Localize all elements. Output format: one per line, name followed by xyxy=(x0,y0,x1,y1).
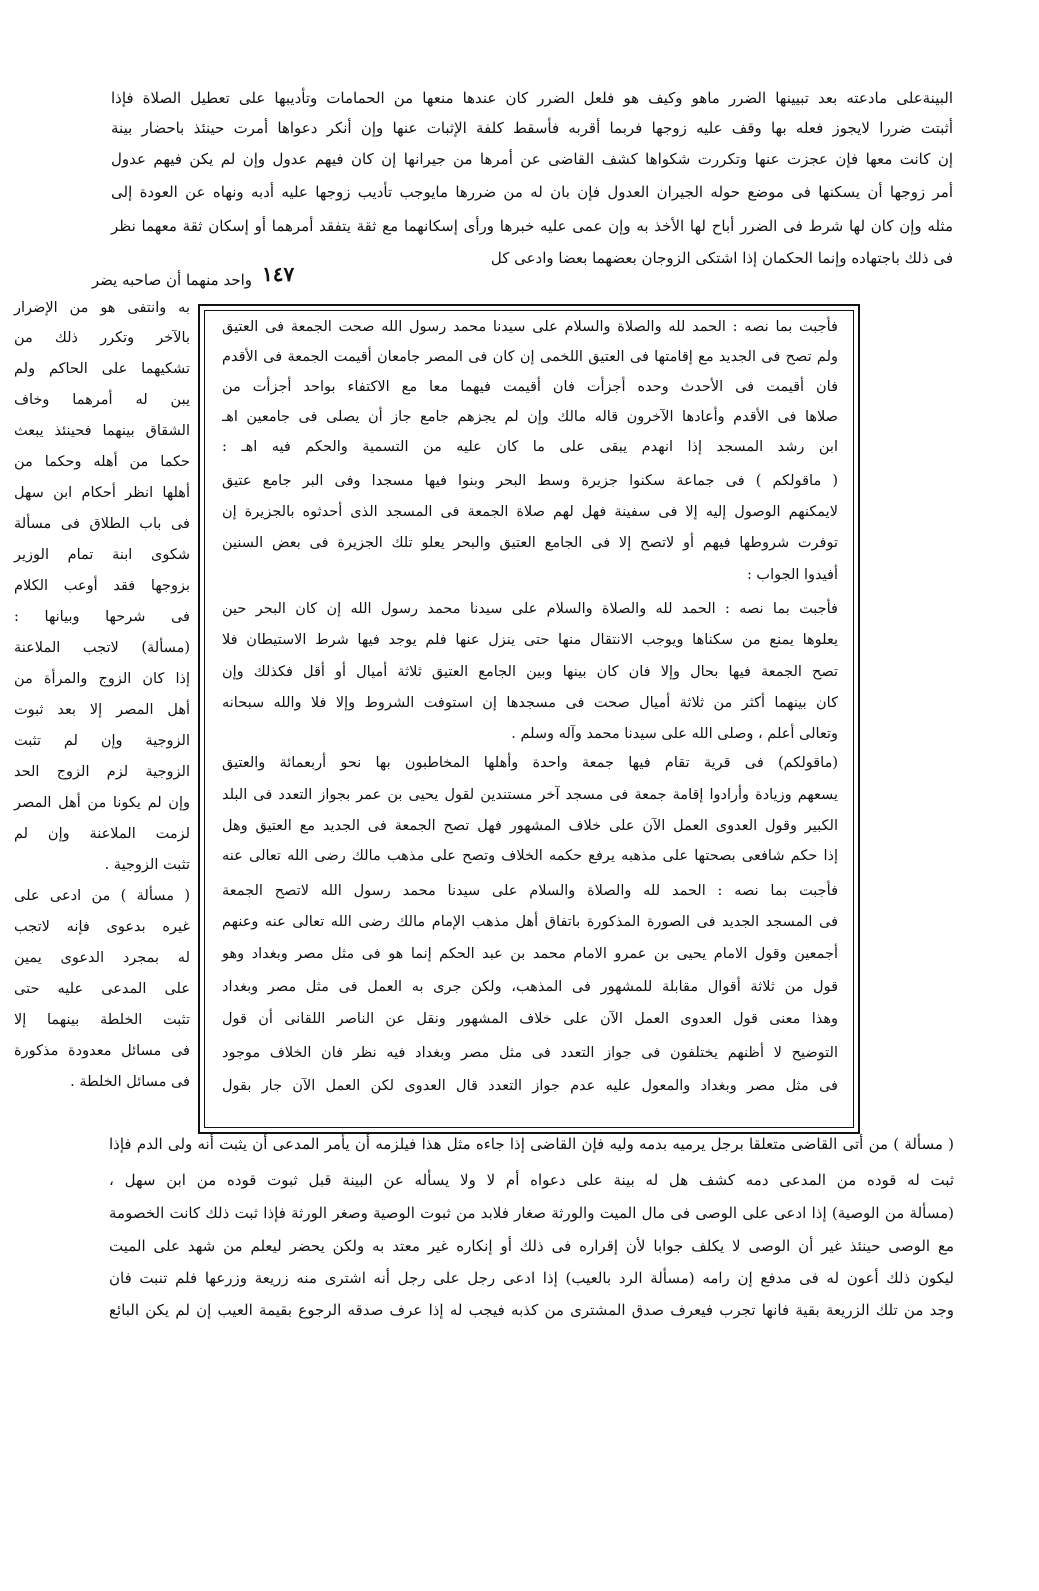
frame-line: فأجبت بما نصه : الحمد لله والصلاة والسلام على سيدنا محمد رسول الله إن كان البحر حين xyxy=(222,601,838,617)
frame-line: ابن رشد المسجد إذا انهدم يبقى على ما كان عليه من التسمية والحكم فيه اهـ : xyxy=(222,439,838,455)
frame-line: يسعهم وزيادة وأرادوا إقامة جمعة فى مسجد آخر مستندين لقول يحيى بن عمر بجواز التعدد فى البلد xyxy=(222,787,838,803)
text-line: فى ذلك باجتهاده وإنما الحكمان إذا اشتكى الزوجان بعضهما بعضا وادعى كل xyxy=(490,249,953,267)
frame-line: ولم تصح فى الجديد مع إقامتها فى العتيق اللخمى إن كان فى المصر جامعان أقيمت الجمعة فى الأقدم xyxy=(222,349,838,365)
frame-line: توفرت شروطها فيهم أو لاتصح إلا فى الجامع العتيق والبحر يعلو تلك الجزيرة فى بعض السنين xyxy=(222,535,838,551)
text-line: مع الوصى حينئذ غير أن الوصى لا يكلف جوابا لأن إقراره فى ذلك أو إنكاره غير معتد به ولكن يحضر ليعلم من شهد على الميت xyxy=(109,1237,954,1255)
text-line: أثبتت ضررا لايجوز فعله بها وقف عليه زوجها فربما أقربه فأسقط كلفة الإثبات عنها وإن أنكر دعواها أمرت حينئذ باحضار بينة xyxy=(111,119,953,137)
margin-line: شكوى ابنة تمام الوزير xyxy=(14,547,190,563)
frame-line: الكبير وقول العدوى العمل الآن على خلاف المشهور فهل تصح الجمعة فى الجديد مع العتيق وهل xyxy=(222,818,838,834)
margin-line: أهل المصر إلا بعد ثبوت xyxy=(14,702,190,718)
margin-line: له بمجرد الدعوى يمين xyxy=(14,950,190,966)
frame-line: التوضيح لا أظنهم يختلفون فى جواز التعدد فى مثل مصر وبغداد فيه نظر فان الخلاف موجود xyxy=(222,1045,838,1061)
frame-line: فى مثل مصر وبغداد والمعول عليه عدم جواز التعدد قال العدوى لكن العمل الآن جار بقول xyxy=(222,1078,838,1094)
margin-line: لزمت الملاعنة وإن لم xyxy=(14,826,190,842)
text-line: البينةعلى مادعته بعد تبيينها الضرر ماهو وكيف هو فلعل الضرر كان عندها منعها من الحمامات وتأديبها على تعطيل الصلاة فإذا xyxy=(111,89,953,107)
frame-line: فان أقيمت فى الأحدث وحده أجزأت فان أقيمت فيهما معا مع الاكتفاء بواحد أجزأت من xyxy=(222,379,838,395)
frame-line: تصح الجمعة فيها بحال وإلا فان كان بينها وبين الجامع العتيق ثلاثة أميال أو أقل فكذلك وإن xyxy=(222,664,838,680)
frame-line: وهذا معنى قول العدوى العمل الآن على خلاف المشهور ونقل عن الناصر اللقانى أن قول xyxy=(222,1011,838,1027)
text-line: ( مسألة ) من أتى القاضى متعلقا برجل يرميه بدمه وليه فإن القاضى إذا جاءه مثل هذا فيلزمه أن يأمر المدعى أن يثبت أنه ولى الدم فإذا xyxy=(109,1135,954,1153)
frame-line: لايمكنهم الوصول إليه إلا فى سفينة فهل لهم صلاة الجمعة فى المسجد الذى أحدثوه بالجزيرة إن xyxy=(222,504,838,520)
text-line: ثبت له قوده من المدعى دمه كشف هل له بينة على دعواه أم لا ولا يسأله عن البينة قبل ثبوت قوده من ابن سهل ، xyxy=(109,1171,954,1189)
margin-line: يبن له أمرهما وخاف xyxy=(14,392,190,408)
frame-line: صلاها فى الأقدم وأعادها الآخرون قاله مالك وإن لم يجزهم جامع جاز أن يصلى فى جامعين اهـ xyxy=(222,409,838,425)
margin-line: فى باب الطلاق فى مسألة xyxy=(14,516,190,532)
margin-line: غيره بدعوى فإنه لاتجب xyxy=(14,919,190,935)
frame-line: أفيدوا الجواب : xyxy=(746,567,838,583)
margin-line: فى مسائل معدودة مذكورة xyxy=(14,1043,190,1059)
margin-line: تثبت الزوجية . xyxy=(104,857,190,873)
margin-line: وإن لم يكونا من أهل المصر xyxy=(14,795,190,811)
margin-line: الشقاق بينهما فحينئذ يبعث xyxy=(14,423,190,439)
margin-line: على المدعى عليه حتى xyxy=(14,981,190,997)
margin-line: الزوجية لزم الزوج الحد xyxy=(14,764,190,780)
margin-line: الزوجية وإن لم تثبت xyxy=(14,733,190,749)
frame-line: قول من ثلاثة أقوال مقابلة للمشهور فى المذهب، ولكن جرى به العمل فى مثل مصر وبغداد xyxy=(222,979,838,995)
frame-line: وتعالى أعلم ، وصلى الله على سيدنا محمد وآله وسلم . xyxy=(511,726,838,742)
frame-line: فأجبت بما نصه : الحمد لله والصلاة والسلام على سيدنا محمد رسول الله لاتصح الجمعة xyxy=(222,883,838,899)
text-line: إن كانت معها فإن عجزت عنها وتكررت شكواها كشف القاضى عن أمرها من جيرانها إن كان فيهم عدول وإن لم يكن فيهم عدول xyxy=(111,150,953,168)
text-line: ليكون ذلك أعون له فى مدفع إن رامه (مسألة الرد بالعيب) إذا ادعى رجل على رجل أنه اشترى منه زريعة وزرعها فلم تنبت فان xyxy=(109,1269,954,1287)
page-number: ١٤٧ xyxy=(262,262,295,286)
margin-line: إذا كان الزوج والمرأة من xyxy=(14,671,190,687)
frame-line: فأجبت بما نصه : الحمد لله والصلاة والسلام على سيدنا محمد رسول الله صحت الجمعة فى العتيق xyxy=(222,319,838,335)
text-line: أمر زوجها أن يسكنها فى موضع حوله الجيران العدول فإن بان له من ضررها مايوجب تأديب زوجها عليه أدبه ونهاه عن العودة إلى xyxy=(111,183,953,201)
text-line: (مسألة من الوصية) إذا ادعى على الوصى فى مال الميت والورثة صغار فلابد من ثبوت الوصية وصغر الورثة فإذا ثبت ذلك كانت الخصومة xyxy=(109,1204,954,1222)
margin-line: بالآخر وتكرر ذلك من xyxy=(14,330,190,346)
text-line: وجد من تلك الزريعة بقية فانها تجرب فيعرف صدق المشترى من كذبه فيجب له إذا عرف صدقه الرجوع بقيمة العيب إن لم يكن البائع xyxy=(109,1301,954,1319)
margin-line: فى مسائل الخلطة . xyxy=(70,1074,190,1090)
frame-line: (ماقولكم) فى قرية تقام فيها جمعة واحدة وأهلها المخاطبون بها نحو أربعمائة والعتيق xyxy=(222,755,838,771)
margin-line: به وانتفى هو من الإضرار xyxy=(14,300,190,316)
frame-line: إذا حكم شافعى بصحتها على مذهبه يرفع حكمه الخلاف وتصح على مذهب مالك رضى الله تعالى عنه xyxy=(222,848,838,864)
frame-inner-border xyxy=(204,310,854,1128)
frame-line: فى المسجد الجديد فى الصورة المذكورة باتفاق أهل مذهب الإمام مالك رضى الله تعالى عنه وعنهم xyxy=(222,914,838,930)
text-line: واحد منهما أن صاحبه يضر xyxy=(91,271,252,289)
frame-line: أجمعين وقول الامام يحيى بن عمرو الامام محمد بن عبد الحكم إنما هو فى مثل مصر وبغداد وهو xyxy=(222,946,838,962)
margin-line: تشكيهما على الحاكم ولم xyxy=(14,361,190,377)
margin-line: تثبت الخلطة بينهما إلا xyxy=(14,1012,190,1028)
margin-line: ( مسألة ) من ادعى على xyxy=(14,888,190,904)
frame-line: يعلوها يمنع من سكناها ويوجب الانتقال منها حتى ينزل عنها فلم يوجد فيها شرط الاستيطان فلا xyxy=(222,632,838,648)
margin-line: حكما من أهله وحكما من xyxy=(14,454,190,470)
frame-line: كان بينهما أكثر من ثلاثة أميال صحت فى مسجدها إن استوفت الشروط وإلا فلا والله سبحانه xyxy=(222,695,838,711)
margin-line: فى شرحها وبيانها : xyxy=(14,609,190,625)
frame-line: ( ماقولكم ) فى جماعة سكنوا جزيرة وسط البحر وبنوا فيها مسجدا وفى البر جامع عتيق xyxy=(222,473,838,489)
margin-line: بزوجها فقد أوعب الكلام xyxy=(14,578,190,594)
margin-line: أهلها انظر أحكام ابن سهل xyxy=(14,485,190,501)
text-line: مثله وإن كان لها شرط فى الضرر أباح لها الأخذ به وإن عمى عليه خبرها ورأى إسكانهما مع ثقة يتفقد أمرهما أو إسكان ثقة معهما نظر xyxy=(111,217,953,235)
margin-line: (مسألة) لاتجب الملاعنة xyxy=(14,640,190,656)
